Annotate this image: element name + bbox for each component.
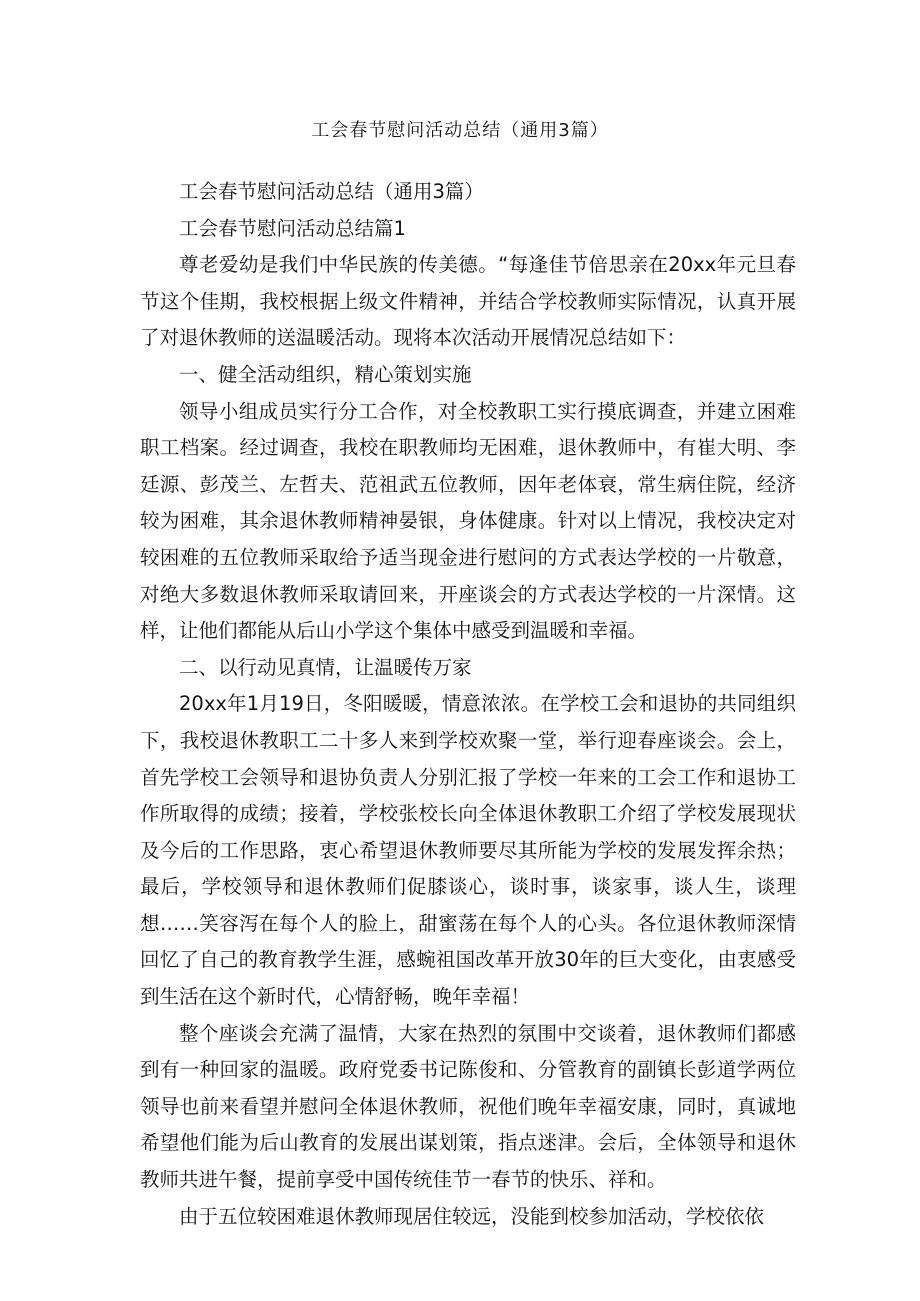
section-1-paragraph: 领导小组成员实行分工合作，对全校教职工实行摸底调查，并建立困难职工档案。经过调查，我校在职教师均无困难，退休教师中，有崔大明、李廷源、彭茂兰、左哲夫、范祖武五位教师，因年老体衰，常生病住院，经济较为困难，其余退休教师精神晏银，身体健康。针对以上情况，我校决定对较困难的五位教师采取给予适当现金进行慰问的方式表达学校的一片敬意，对绝大多数退休教师采取请回来，开座谈会的方式表达学校的一片深情。这样，让他们都能从后山小学这个集体中感受到温暖和幸福。 (140, 399, 796, 643)
section-heading-2: 二、以行动见真情，让温暖传万家 (179, 655, 472, 679)
article-heading: 工会春节慰问活动总结篇1 (179, 216, 406, 240)
document-body (140, 174, 796, 1235)
section-2-paragraph-2: 整个座谈会充满了温情，大家在热烈的氛围中交谈着，退休教师们都感到有一种回家的温暖。政府党委书记陈俊和、分管教育的副镇长彭道学两位领导也前来看望并慰问全体退休教师，祝他们晚年幸福安康，同时，真诚地希望他们能为后山教育的发展出谋划策，指点迷津。会后，全体领导和退休教师共进午餐，提前享受中国传统佳节一春节的快乐、祥和。 (140, 1021, 796, 1192)
section-heading-1: 一、健全活动组织，精心策划实施 (179, 362, 472, 386)
section-2-paragraph-3: 由于五位较困难退休教师现居住较远，没能到校参加活动，学校依依 (179, 1204, 765, 1228)
document-title: 工会春节慰问活动总结（通用3篇） (311, 120, 609, 141)
section-2-paragraph-1: 20xx年1月19日，冬阳暖暖，情意浓浓。在学校工会和退协的共同组织下，我校退休教职工二十多人来到学校欢聚一堂，举行迎春座谈会。会上，首先学校工会领导和退协负责人分别汇报了学校一年来的工会工作和退协工作所取得的成绩；接着，学校张校长向全体退休教职工介绍了学校发展现状及今后的工作思路，衷心希望退休教师要尽其所能为学校的发展发挥余热；最后，学校领导和退休教师们促膝谈心，谈时事，谈家事，谈人生，谈理想……笑容泻在每个人的脸上，甜蜜荡在每个人的心头。各位退休教师深情回忆了自己的教育教学生涯，感蜿祖国改革开放30年的巨大变化，由衷感受到生活在这个新时代，心情舒畅，晚年幸福！ (140, 692, 796, 1009)
intro-paragraph: 尊老爱幼是我们中华民族的传美德。“每逢佳节倍思亲在20xx年元旦春节这个佳期，我校根据上级文件精神，并结合学校教师实际情况，认真开展了对退休教师的送温暖活动。现将本次活动开展情况总结如下： (140, 253, 796, 350)
subtitle-paragraph: 工会春节慰问活动总结（通用3篇） (179, 180, 484, 203)
